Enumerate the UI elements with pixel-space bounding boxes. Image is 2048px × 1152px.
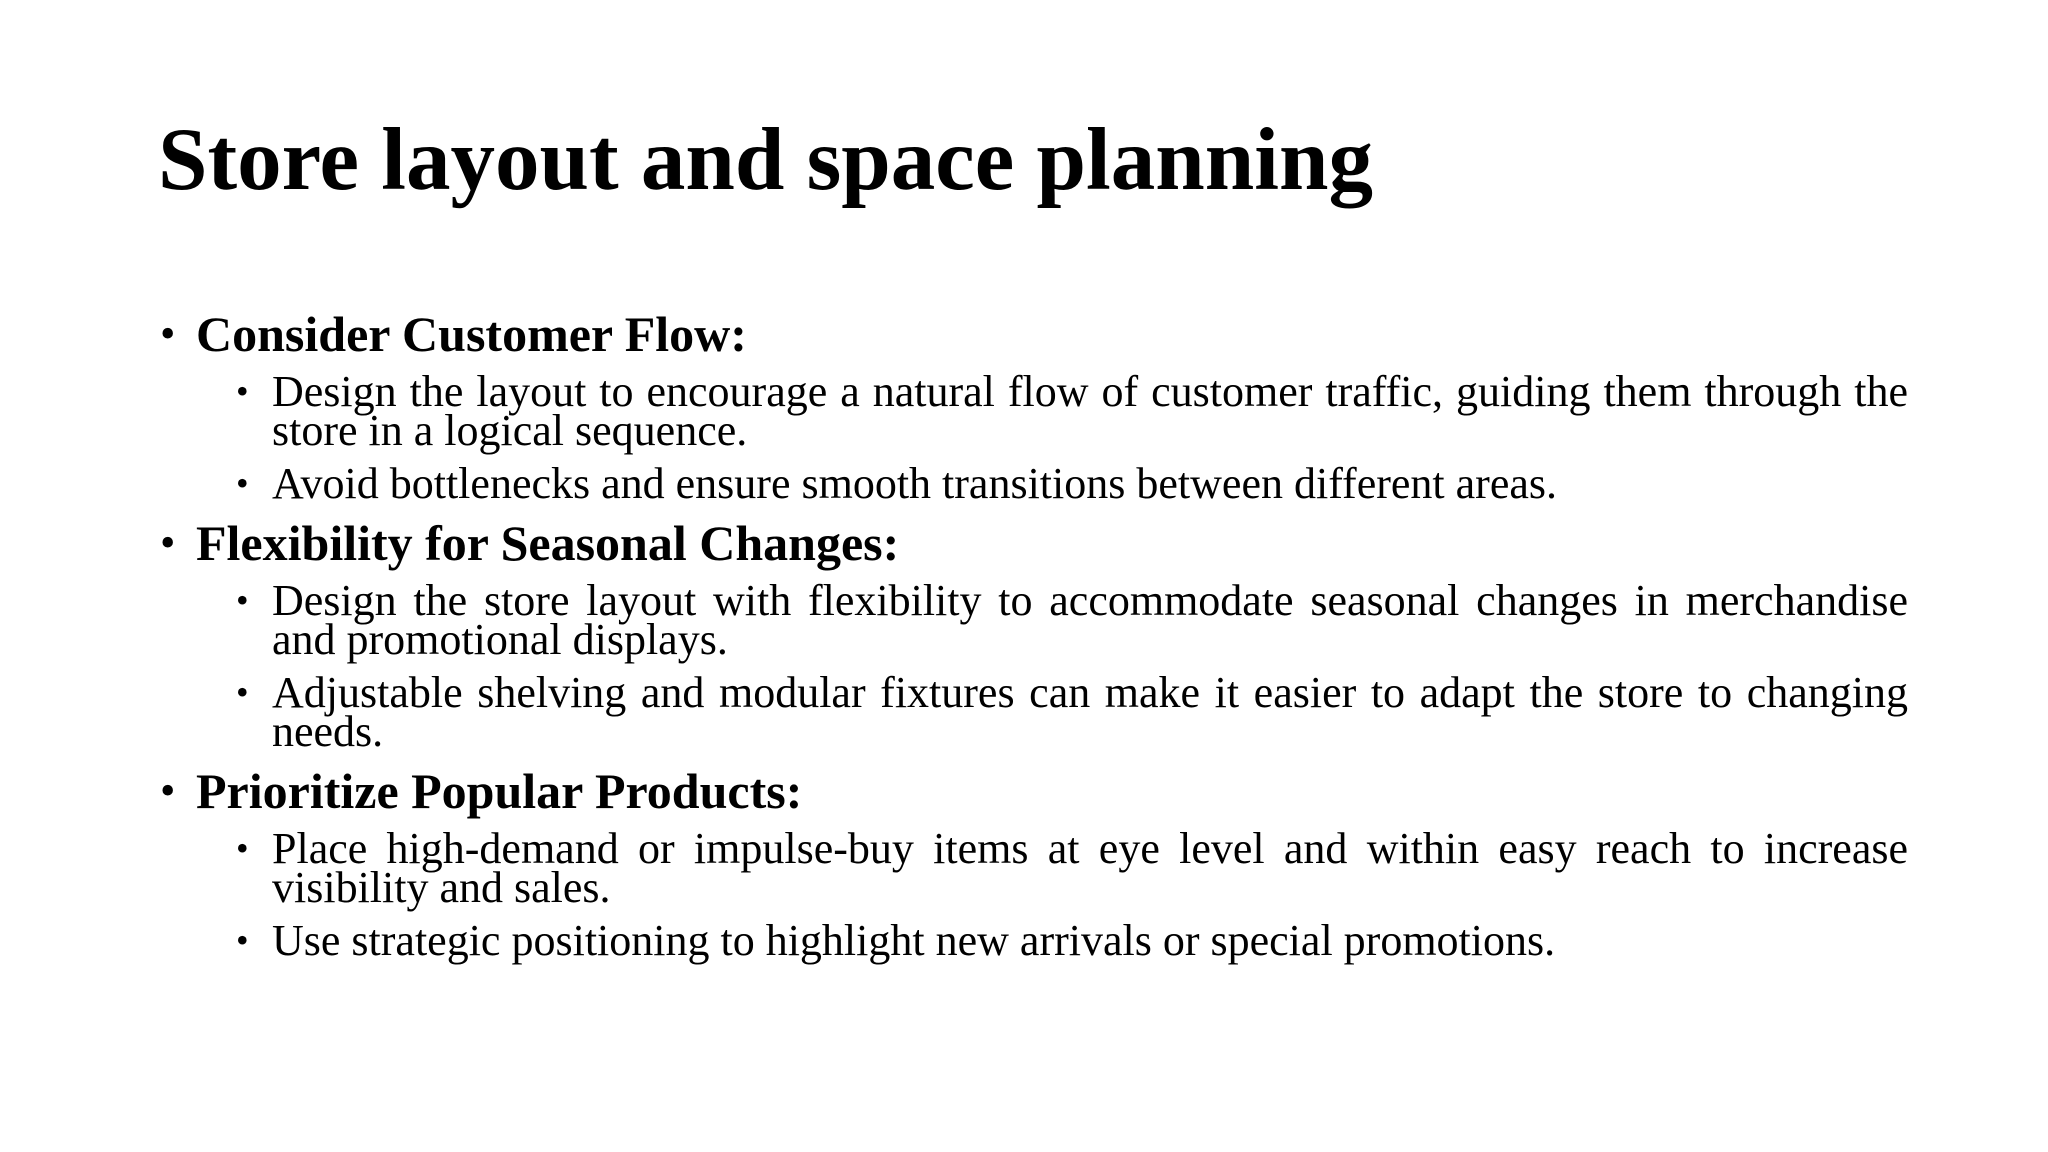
section-heading [158, 759, 1908, 823]
bullet-icon: • [236, 920, 249, 960]
sub-point-text: Avoid bottlenecks and ensure smooth transitions between different areas. [272, 459, 1558, 508]
sub-point [234, 915, 1908, 968]
bullet-icon: • [236, 672, 249, 712]
section-seasonal-changes [158, 511, 1908, 759]
section-heading [158, 302, 1908, 366]
section-popular-products [158, 759, 1908, 968]
bullet-icon: • [236, 580, 249, 620]
bullet-icon: • [160, 518, 176, 567]
bullet-icon: • [160, 309, 176, 358]
section-customer-flow [158, 302, 1908, 511]
sub-point-text: Design the store layout with flexibility to accommodate seasonal changes in merchandise and promotional displays. [272, 576, 1908, 664]
section-heading [158, 511, 1908, 575]
section-heading-text: Consider Customer Flow: [196, 306, 747, 362]
sub-point-text: Use strategic positioning to highlight new arrivals or special promotions. [272, 916, 1556, 965]
sub-point [234, 366, 1908, 458]
sub-point [234, 458, 1908, 511]
sub-point-text: Design the layout to encourage a natural flow of customer traffic, guiding them through the store in a logical sequence. [272, 367, 1908, 455]
sub-point [234, 823, 1908, 915]
section-heading-text: Prioritize Popular Products: [196, 763, 803, 819]
bullet-list [158, 302, 1908, 968]
bullet-icon: • [236, 828, 249, 868]
sub-point-text: Place high-demand or impulse-buy items at eye level and within easy reach to increase visibility and sales. [272, 824, 1908, 912]
sub-point-text: Adjustable shelving and modular fixtures can make it easier to adapt the store to changing needs. [272, 668, 1908, 756]
bullet-icon: • [236, 371, 249, 411]
bullet-icon: • [236, 463, 249, 503]
sub-point [234, 667, 1908, 759]
slide-title: Store layout and space planning [158, 111, 1373, 209]
section-heading-text: Flexibility for Seasonal Changes: [196, 515, 900, 571]
bullet-icon: • [160, 766, 176, 815]
sub-point [234, 575, 1908, 667]
